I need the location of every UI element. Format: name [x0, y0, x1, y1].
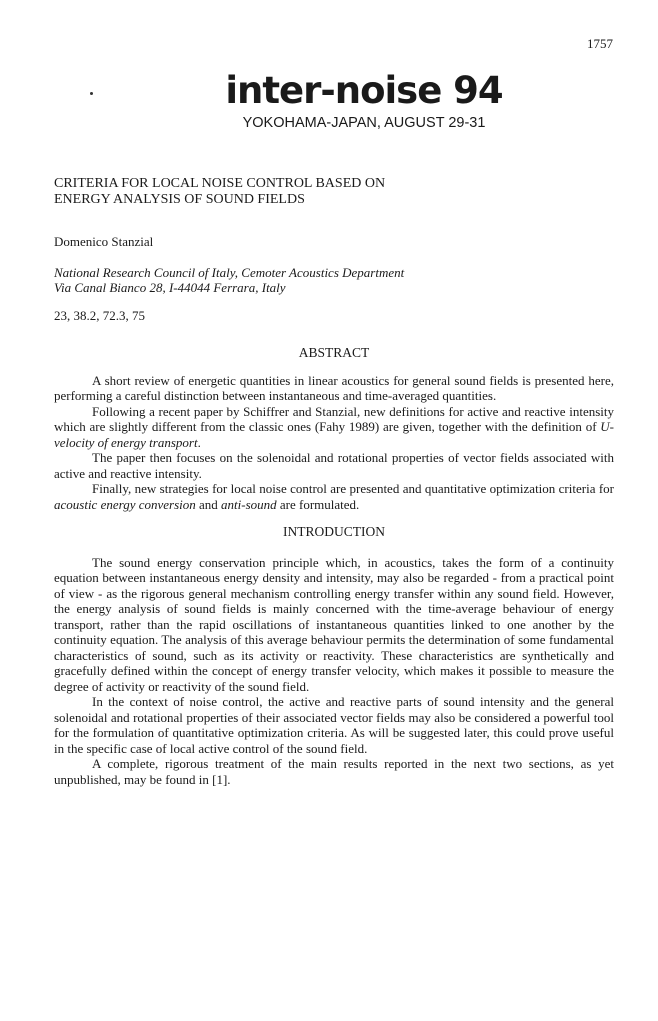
paper-body — [54, 176, 614, 787]
paper-affiliation: National Research Council of Italy, Cemoter Acoustics Department Via Canal Bianco 28, I-44044 Ferrara, Italy — [54, 264, 405, 295]
abstract-paragraph-1: A short review of energetic quantities in linear acoustics for general sound fields is presented here, performing a careful distinction between instantaneous and time-averaged quantities. — [54, 372, 614, 403]
conference-subtitle: YOKOHAMA-JAPAN, AUGUST 29-31 — [242, 115, 486, 131]
conference-logo: inter-noise 94 — [225, 69, 503, 112]
conference-header — [0, 69, 658, 131]
page-number: 1757 — [587, 36, 613, 51]
abstract-paragraph-4: Finally, new strategies for local noise control are presented and quantitative optimization criteria for acoustic energy conversion and anti-sound are formulated. — [54, 481, 614, 512]
abstract-paragraph-3: The paper then focuses on the solenoidal and rotational properties of vector fields associated with active and reactive intensity. — [54, 450, 614, 481]
introduction-heading: INTRODUCTION — [283, 524, 385, 539]
introduction-paragraph-1: The sound energy conservation principle which, in acoustics, takes the form of a continuity equation between instantaneous energy density and intensity, may also be regarded - from a practical point of view - as the rigorous general mechanism controlling energy transfer within any sound field. However, the energy analysis of sound fields is mainly concerned with the time-average behaviour of energy transport, rather than the rapid oscillations of instantaneous quantities linked to one another by the continuity equation. The analysis of this average behaviour permits the determination of some fundamental characteristics of sound, such as its activity or reactivity. These characteristics are synthetically and gracefully defined within the concept of energy transfer velocity, which makes it possible to measure the degree of activity or reactivity of the sound field. — [54, 554, 614, 694]
paper-title: CRITERIA FOR LOCAL NOISE CONTROL BASED ON ENERGY ANALYSIS OF SOUND FIELDS — [54, 176, 386, 207]
introduction-paragraph-3: A complete, rigorous treatment of the main results reported in the next two sections, as yet unpublished, may be found in [1]. — [54, 756, 614, 787]
introduction-paragraph-2: In the context of noise control, the active and reactive parts of sound intensity and the general solenoidal and rotational properties of their associated vector fields may also be considered a powerful tool for the formulation of quantitative optimization criteria. As will be suggested later, this could prove useful in the specific case of local active control of the sound field. — [54, 694, 614, 756]
subject-codes: 23, 38.2, 72.3, 75 — [54, 307, 145, 323]
abstract-paragraph-2: Following a recent paper by Schiffrer and Stanzial, new definitions for active and reactive intensity which are slightly different from the classic ones (Fahy 1989) are given, together with the definition of U-velocity of energy transport. — [54, 403, 614, 450]
abstract-heading: ABSTRACT — [298, 345, 370, 360]
paper-author: Domenico Stanzial — [54, 234, 154, 249]
